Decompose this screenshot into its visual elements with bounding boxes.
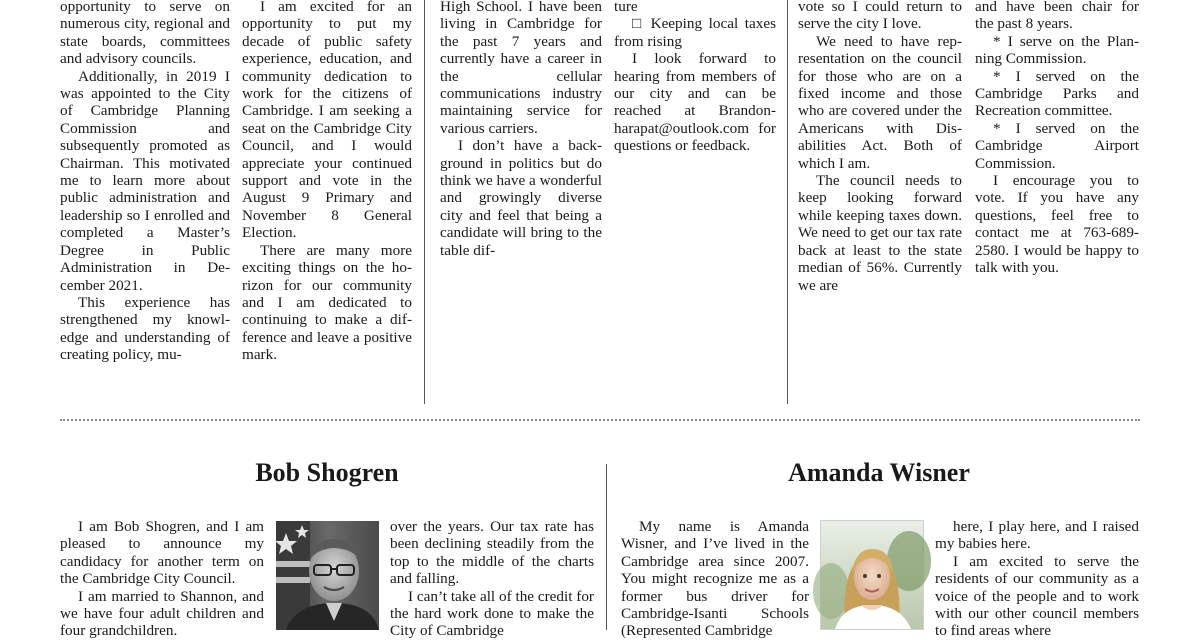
candidate-name-bob-shogren: Bob Shogren <box>255 458 399 487</box>
bob-column-2 <box>390 518 594 640</box>
paragraph: and have been chair for the past 8 years. <box>975 0 1139 33</box>
paragraph: My name is Amanda Wisner, and I’ve lived in the Cambridge area since 2007. You might recognize me as a former bus driver for Cambridge-Isanti Schools (Represented Cambridge <box>621 518 809 640</box>
paragraph: * I serve on the Planning Commission. <box>975 32 1139 68</box>
candidate-name-amanda-wisner: Amanda Wisner <box>788 458 970 487</box>
paragraph: I am excited to serve the residents of our community as a voice of the people and to work with our other council members to find areas where <box>935 552 1139 640</box>
paragraph: High School. I have been living in Cambridge for the past 7 years and currently have a career in the cellular communications industry maintaining service for various carriers. <box>440 0 602 137</box>
bob-column-1 <box>60 518 264 640</box>
paragraph: There are many more exciting things on the horizon for our community and I am dedicated to continuing to make a difference and leave a positive mark. <box>242 241 412 364</box>
column-divider <box>606 464 607 630</box>
column-divider <box>424 0 425 404</box>
portrait-photo-icon <box>276 521 379 630</box>
amanda-column-2 <box>935 518 1139 640</box>
paragraph: The council needs to keep looking forward while keeping taxes down. We need to get our tax rate back at least to the state median of 56%. Currently we are <box>798 172 962 294</box>
amanda-column-1 <box>621 518 809 640</box>
bob-shogren-portrait-photo <box>276 521 379 630</box>
paragraph: ture <box>614 0 638 15</box>
paragraph: here, I play here, and I raised my babies here. <box>935 518 1139 553</box>
section-separator <box>60 419 1140 421</box>
paragraph: I encourage you to vote. If you have any questions, feel free to contact me at 763-689-2580. I would be happy to talk with you. <box>975 172 1139 277</box>
paragraph: I don’t have a background in politics but do think we have a wonderful and growingly diverse city and feel that being a candidate will bring to the table dif- <box>440 137 602 259</box>
paragraph: opportunity to serve on numerous city, regional and state boards, committees and advisory councils. <box>60 0 230 68</box>
top-column-5 <box>798 0 962 296</box>
paragraph: I am Bob Shogren, and I am pleased to announce my candidacy for another term on the Cambridge City Council. <box>60 518 264 588</box>
paragraph: Additionally, in 2019 I was appointed to the City of Cambridge Planning Commission and subsequently promoted as Chairman. This motivated me to learn more about public administration and leadership so I enrolled and completed a Master’s Degree in Public Administration in December 2021. <box>60 67 230 294</box>
top-column-2 <box>242 0 412 366</box>
top-column-1 <box>60 0 230 384</box>
paragraph: □ Keeping local taxes from rising <box>614 15 776 50</box>
paragraph: I look forward to hearing from members of our city and can be reached at Brandonharapat@outlook.com for questions or feedback. <box>614 50 776 155</box>
paragraph: This experience has strengthened my knowledge and understanding of creating policy, mu- <box>60 293 230 364</box>
paragraph: We need to have representation on the council for those who are on a fixed income and those who are covered under the Americans with Disabilities Act. Both of which I am. <box>798 32 962 172</box>
amanda-wisner-portrait-photo <box>820 520 924 630</box>
paragraph: vote so I could return to serve the city I love. <box>798 0 962 33</box>
paragraph: over the years. Our tax rate has been declining steadily from the top to the middle of the charts and falling. <box>390 518 594 588</box>
paragraph: * I served on the Cambridge Parks and Recreation committee. <box>975 67 1139 120</box>
paragraph: I can’t take all of the credit for the hard work done to make the City of Cambridge <box>390 587 594 640</box>
paragraph: I am married to Shannon, and we have four adult children and four grandchildren. <box>60 587 264 640</box>
portrait-photo-icon <box>821 521 923 629</box>
paragraph: I am excited for an opportunity to put my decade of public safety experience, education, and community dedication to work for the citizens of Cambridge. I am seeking a seat on the Cambridge City Council, and I would appreciate your continued support and vote in the August 9 Primary and November 8 General Election. <box>242 0 412 242</box>
paragraph: * I served on the Cambridge Airport Commission. <box>975 119 1139 172</box>
top-column-6 <box>975 0 1139 280</box>
column-divider <box>787 0 788 404</box>
top-column-4 <box>614 0 776 176</box>
top-column-3 <box>440 0 602 262</box>
